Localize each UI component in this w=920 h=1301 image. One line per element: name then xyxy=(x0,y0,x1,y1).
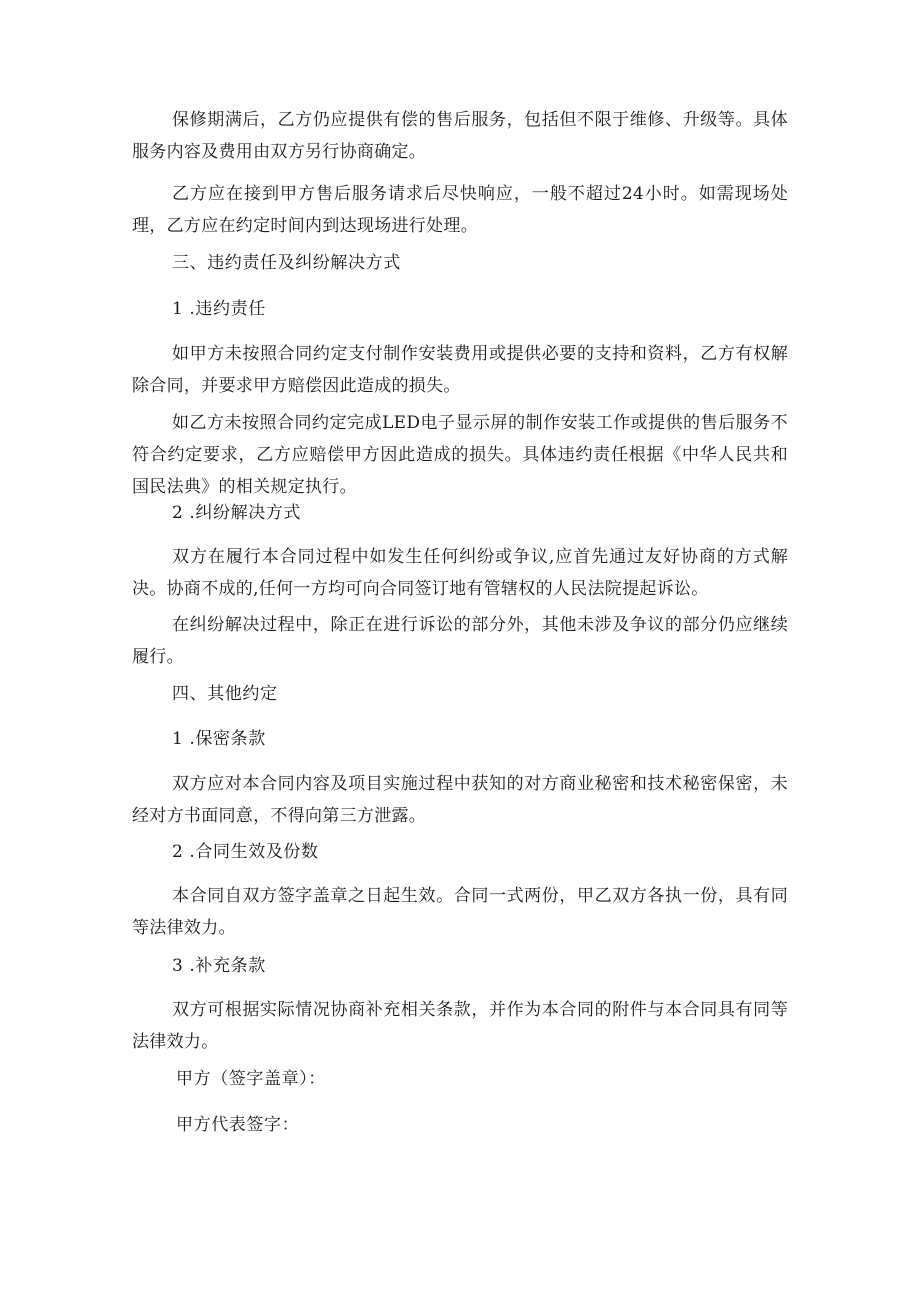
paragraph-warranty-after: 保修期满后，乙方仍应提供有偿的售后服务，包括但不限于维修、升级等。具体服务内容及费用由双方另行协商确定。 xyxy=(132,110,788,162)
paragraph-supplement: 双方可根据实际情况协商补充相关条款，并作为本合同的附件与本合同具有同等法律效力。 xyxy=(132,1000,788,1052)
paragraph-party-a-breach: 如甲方未按照合同约定支付制作安装费用或提供必要的支持和资料，乙方有权解除合同，并要求甲方赔偿因此造成的损失。 xyxy=(132,344,788,396)
clause-2-heading-effect: 2 .合同生效及份数 xyxy=(172,842,319,862)
paragraph-effect: 本合同自双方签字盖章之日起生效。合同一式两份，甲乙双方各执一份，具有同等法律效力。 xyxy=(132,886,788,938)
signature-party-a: 甲方（签字盖章）： xyxy=(176,1069,326,1089)
clause-1-heading-breach: 1 .违约责任 xyxy=(172,299,266,319)
section-3-heading: 三、违约责任及纠纷解决方式 xyxy=(172,253,401,273)
paragraph-confidentiality: 双方应对本合同内容及项目实施过程中获知的对方商业秘密和技术秘密保密，未经对方书面同意，不得向第三方泄露。 xyxy=(132,774,788,826)
signature-party-a-representative: 甲方代表签字： xyxy=(176,1115,300,1135)
paragraph-continue: 在纠纷解决过程中，除正在进行诉讼的部分外，其他未涉及争议的部分仍应继续履行。 xyxy=(132,615,788,667)
clause-2-heading-dispute: 2 .纠纷解决方式 xyxy=(172,503,302,523)
clause-3-heading-supplement: 3 .补充条款 xyxy=(172,956,266,976)
paragraph-dispute: 双方在履行本合同过程中如发生任何纠纷或争议,应首先通过友好协商的方式解决。协商不成的,任何一方均可向合同签订地有管辖权的人民法院提起诉讼。 xyxy=(132,547,788,599)
section-4-heading: 四、其他约定 xyxy=(172,684,278,704)
paragraph-response: 乙方应在接到甲方售后服务请求后尽快响应，一般不超过24小时。如需现场处理，乙方应在约定时间内到达现场进行处理。 xyxy=(132,184,788,236)
paragraph-party-b-breach: 如乙方未按照合同约定完成LED电子显示屏的制作安装工作或提供的售后服务不符合约定要求，乙方应赔偿甲方因此造成的损失。具体违约责任根据《中华人民共和国民法典》的相关规定执行。 xyxy=(132,413,788,497)
clause-1-heading-confidentiality: 1 .保密条款 xyxy=(172,729,266,749)
